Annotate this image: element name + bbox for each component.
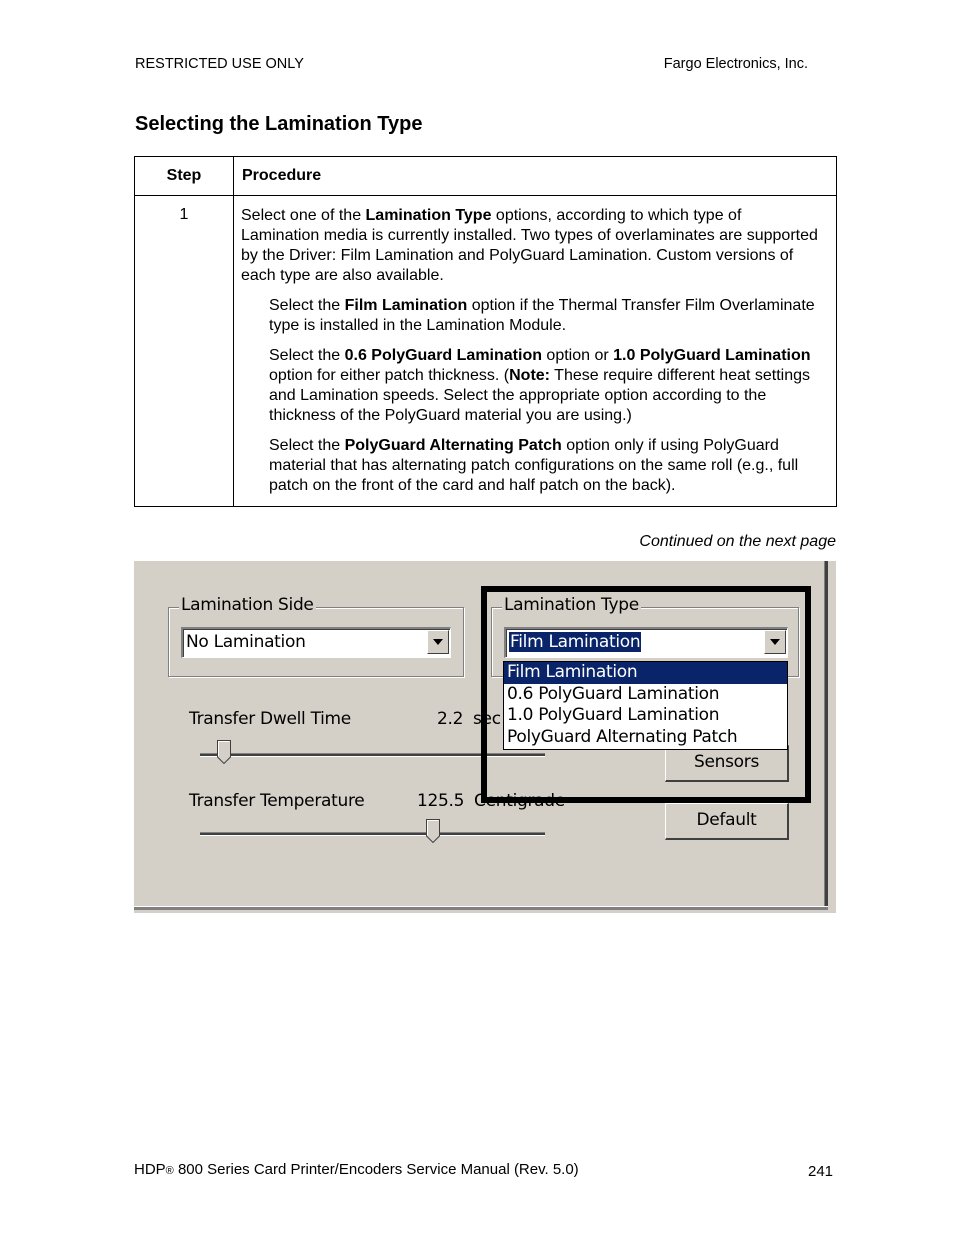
procedure-header: Procedure	[234, 157, 837, 196]
page-number: 241	[808, 1163, 834, 1180]
procedure-paragraph-polyguard: Select the 0.6 PolyGuard Lamination option or 1.0 PolyGuard Lamination option for either patch thickness. (Note: These require different heat settings and Lamination speeds. Select the appropriate option according to the thickness of the PolyGuard material you are using.)	[269, 347, 811, 424]
chevron-down-icon	[433, 639, 443, 645]
dwell-time-unit: sec	[473, 709, 501, 729]
procedure-table	[134, 156, 837, 507]
temperature-value: 125.5	[417, 791, 465, 811]
lamination-side-label: Lamination Side	[181, 595, 314, 615]
step-header: Step	[135, 157, 234, 196]
lamination-type-value: Film Lamination	[510, 632, 641, 652]
procedure-paragraph: Select one of the Lamination Type options, according to which type of Lamination media is currently installed. Two types of overlaminates are supported by the Driver: Film Lamination and PolyGuard Lamination. Custom versions of each type are also available.	[241, 207, 818, 284]
lamination-side-value: No Lamination	[186, 632, 306, 652]
list-item[interactable]: 1.0 PolyGuard Lamination	[507, 705, 720, 725]
lamination-side-dropdown-button[interactable]	[427, 630, 449, 654]
procedure-cell	[234, 196, 837, 507]
default-button[interactable]: Default	[665, 803, 789, 840]
list-item[interactable]: 0.6 PolyGuard Lamination	[507, 683, 720, 704]
temperature-unit: Centigrade	[474, 791, 565, 811]
list-item[interactable]: Film Lamination	[504, 662, 787, 684]
step-number: 1	[135, 196, 234, 507]
sensors-button[interactable]: Sensors	[665, 745, 789, 782]
temperature-slider-thumb[interactable]	[426, 819, 440, 843]
window-edge-bottom	[134, 906, 828, 910]
header-left: RESTRICTED USE ONLY	[135, 56, 304, 72]
temperature-slider-track[interactable]	[200, 832, 545, 836]
footer-manual-title: HDP® 800 Series Card Printer/Encoders Service Manual (Rev. 5.0)	[134, 1161, 579, 1178]
continued-note: Continued on the next page	[639, 533, 836, 550]
lamination-side-combo[interactable]	[181, 627, 451, 658]
dwell-time-label: Transfer Dwell Time	[189, 709, 351, 729]
table-row	[135, 196, 837, 507]
window-edge-right	[824, 561, 828, 906]
section-title: Selecting the Lamination Type	[135, 113, 423, 135]
list-item[interactable]: PolyGuard Alternating Patch	[507, 726, 738, 747]
procedure-paragraph-alternating: Select the PolyGuard Alternating Patch option only if using PolyGuard material that has alternating patch configurations on the same roll (e.g., full patch on the front of the card and half patch on the back).	[269, 437, 799, 494]
highlight-box	[481, 586, 811, 803]
dwell-time-value: 2.2	[437, 709, 464, 729]
dwell-time-slider-thumb[interactable]	[217, 740, 231, 764]
registered-mark: ®	[165, 1165, 174, 1177]
procedure-paragraph-film: Select the Film Lamination option if the Thermal Transfer Film Overlaminate type is installed in the Lamination Module.	[269, 297, 815, 334]
temperature-label: Transfer Temperature	[189, 791, 365, 811]
table-header-row	[135, 157, 837, 196]
lamination-type-label: Lamination Type	[504, 595, 639, 615]
header-right: Fargo Electronics, Inc.	[663, 56, 808, 72]
lamination-settings-screenshot	[134, 561, 836, 913]
